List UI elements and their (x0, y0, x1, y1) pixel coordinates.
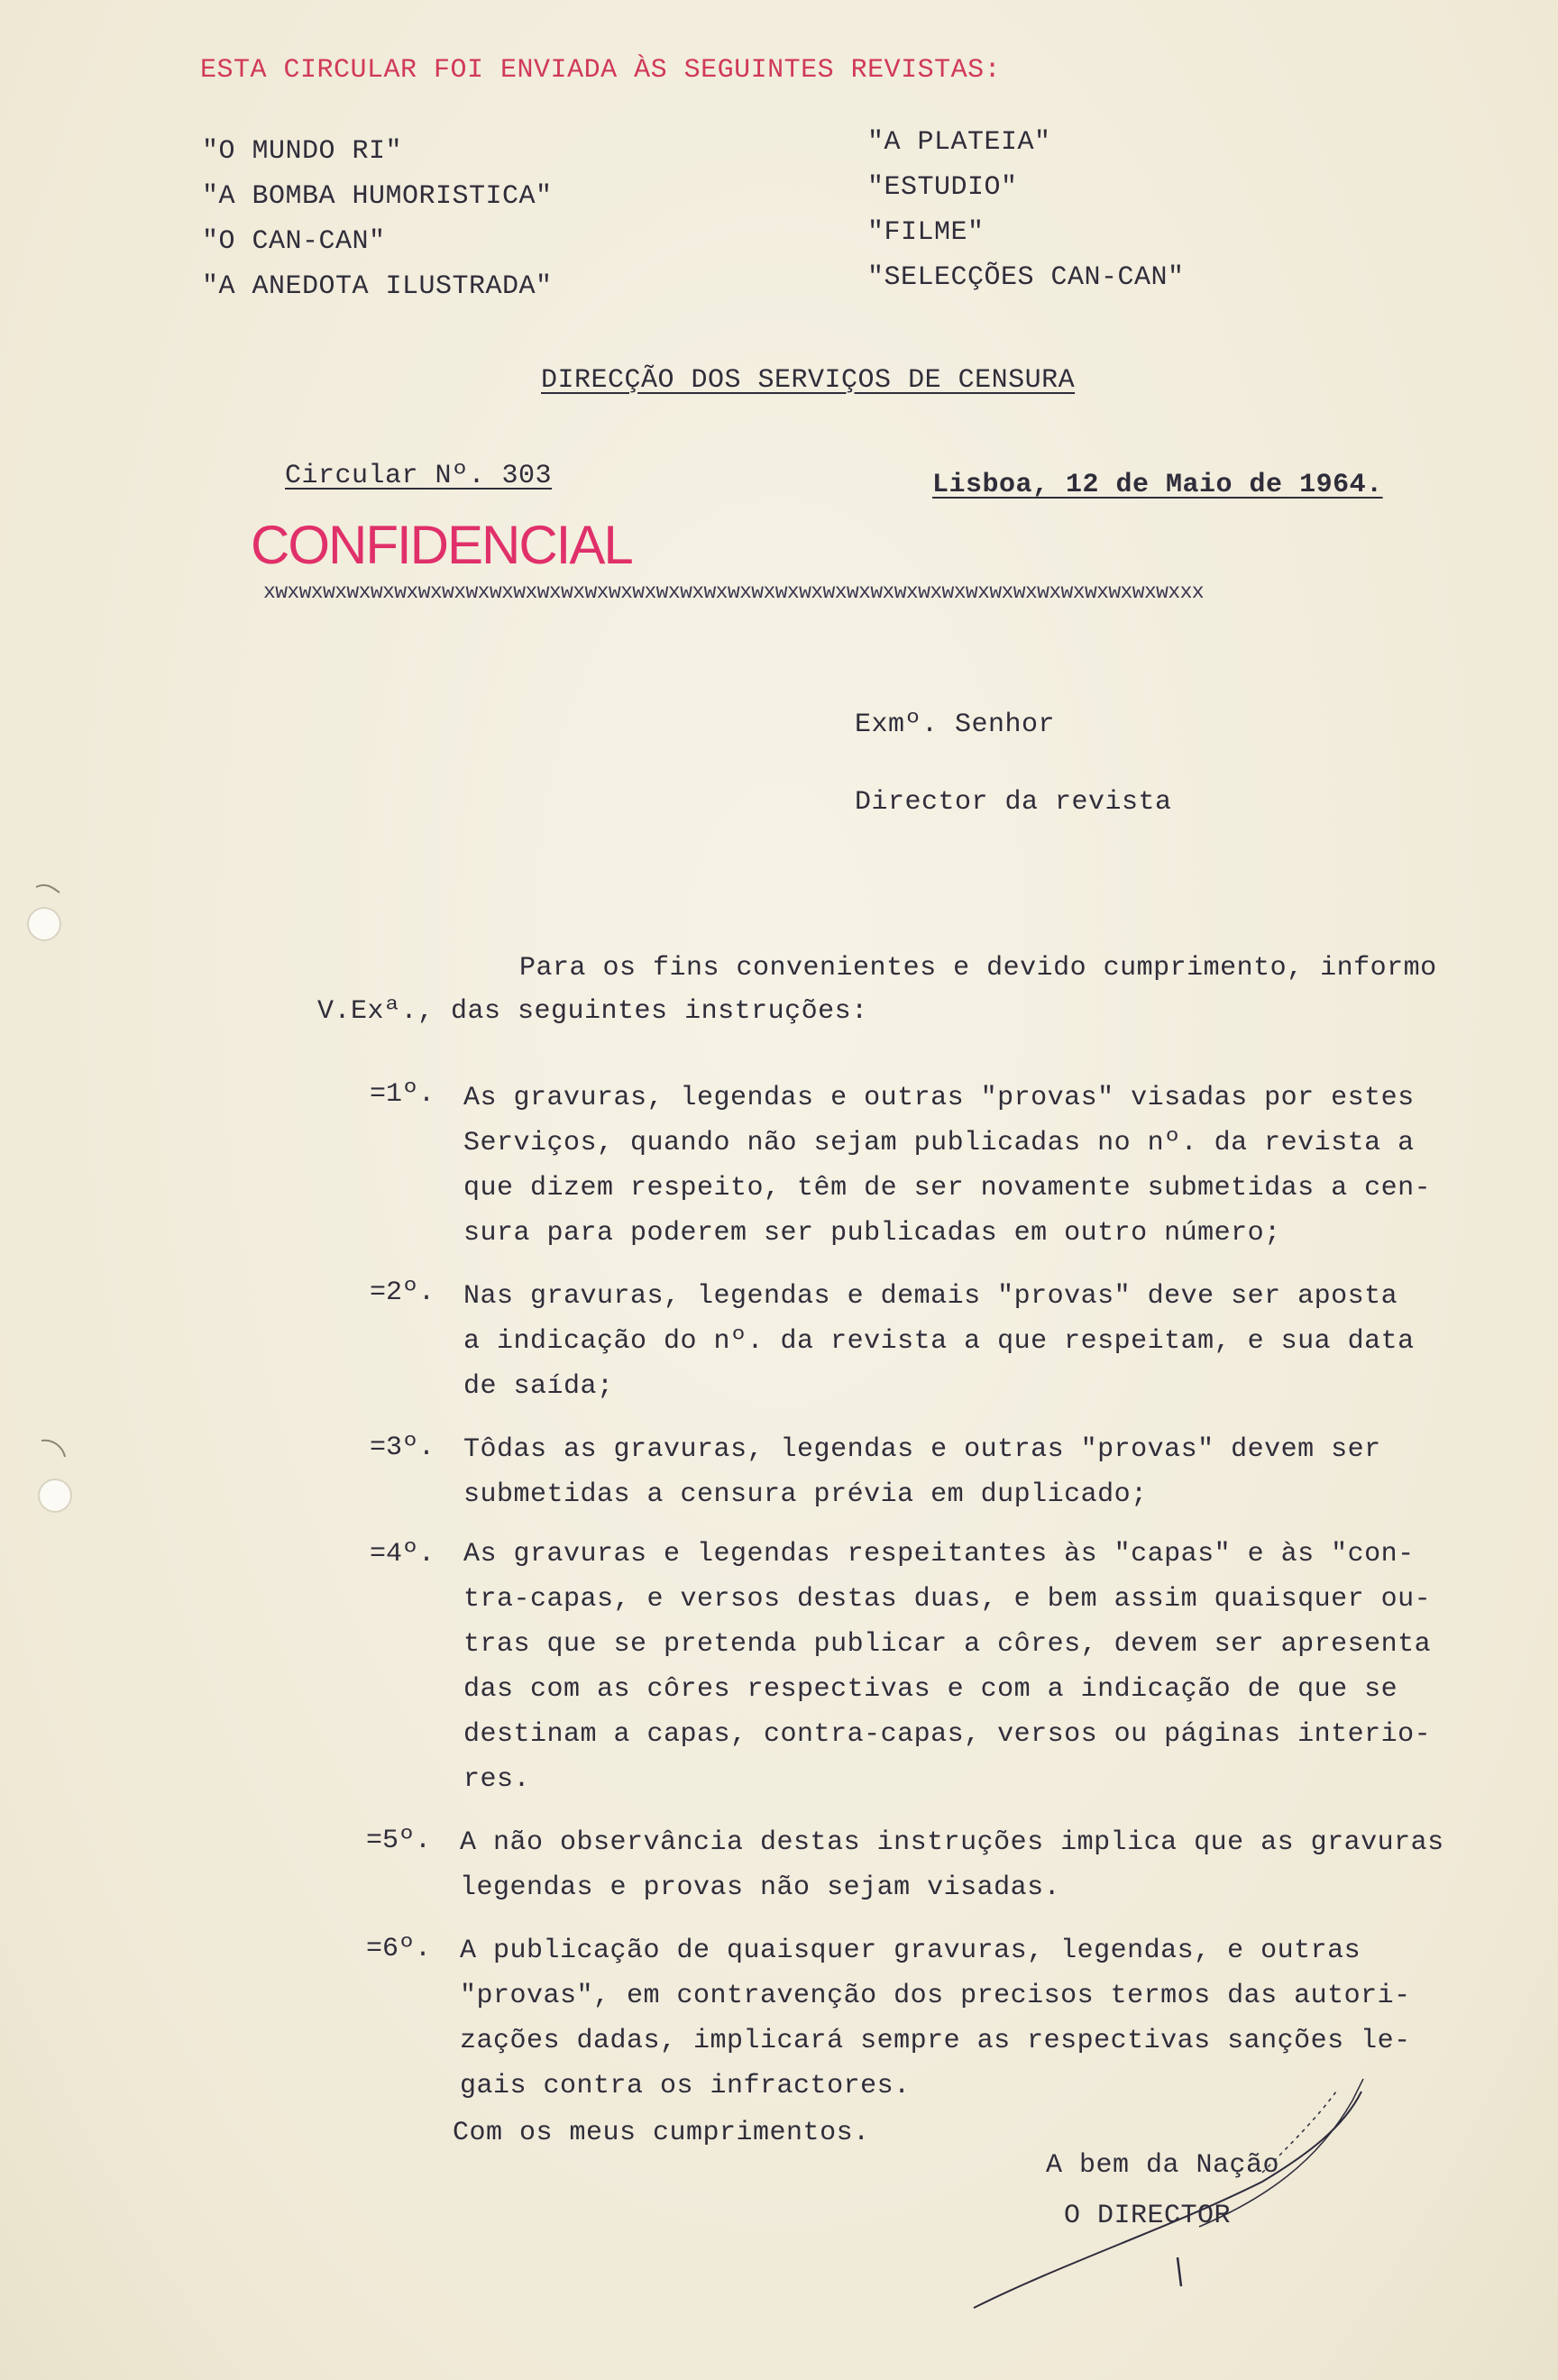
item-line: que dizem respeito, têm de ser novamente submetidas a cen- (463, 1173, 1432, 1204)
item-line: tra-capas, e versos destas duas, e bem assim quaisquer ou- (463, 1584, 1432, 1615)
item-line: Nas gravuras, legendas e demais "provas" deve ser aposta (463, 1281, 1398, 1312)
item-line: de saída; (463, 1371, 614, 1402)
item-number: =2º. (370, 1277, 435, 1308)
office-heading: DIRECÇÃO DOS SERVIÇOS DE CENSURA (541, 365, 1076, 396)
item-line: Tôdas as gravuras, legendas e outras "provas" devem ser (463, 1434, 1381, 1465)
circular-number: Circular Nº. 303 (285, 461, 553, 491)
item-line: As gravuras, legendas e outras "provas" visadas por estes (463, 1083, 1415, 1113)
magazine-item: "A BOMBA HUMORISTICA" (202, 181, 553, 212)
magazine-item: "A PLATEIA" (867, 127, 1051, 158)
sign-off-line: O DIRECTOR (1064, 2201, 1232, 2231)
item-line: submetidas a censura prévia em duplicado; (463, 1479, 1148, 1510)
item-line: a indicação do nº. da revista a que respeitam, e sua data (463, 1326, 1415, 1357)
item-line: "provas", em contravenção dos precisos termos das autori- (460, 1981, 1411, 2011)
sign-off-line: A bem da Nação (1046, 2150, 1280, 2181)
item-line: As gravuras e legendas respeitantes às "capas" e às "con- (463, 1539, 1415, 1570)
magazine-item: "ESTUDIO" (867, 172, 1018, 203)
item-number: =6º. (366, 1934, 432, 1964)
item-line: Serviços, quando não sejam publicadas no nº. da revista a (463, 1128, 1415, 1158)
item-line: tras que se pretenda publicar a côres, devem ser apresenta (463, 1629, 1432, 1660)
item-line: A não observância destas instruções implica que as gravuras (460, 1827, 1444, 1858)
item-line: A publicação de quaisquer gravuras, legendas, e outras (460, 1936, 1361, 1966)
salutation-line: Director da revista (855, 787, 1172, 818)
item-number: =4º. (370, 1539, 435, 1570)
magazine-item: "SELECÇÕES CAN-CAN" (867, 262, 1185, 293)
item-line: destinam a capas, contra-capas, versos ou páginas interio- (463, 1719, 1432, 1750)
item-line: das com as côres respectivas e com a indicação de que se (463, 1674, 1398, 1705)
item-line: sura para poderem ser publicadas em outro número; (463, 1218, 1281, 1249)
item-number: =1º. (370, 1079, 435, 1110)
separator-line: xwxwxwxwxwxwxwxwxwxwxwxwxwxwxwxwxwxwxwxwxwxwxwxwxwxwxwxwxwxwxwxwxwxwxwxwxwxwxxx (263, 581, 1204, 604)
item-line: zações dadas, implicará sempre as respectivas sanções le- (460, 2026, 1411, 2056)
magazine-item: "O CAN-CAN" (202, 226, 386, 257)
magazine-item: "FILME" (867, 217, 985, 248)
magazine-item: "A ANEDOTA ILUSTRADA" (202, 271, 553, 302)
item-line: gais contra os infractores. (460, 2071, 911, 2101)
item-number: =3º. (370, 1433, 435, 1463)
distribution-heading: ESTA CIRCULAR FOI ENVIADA ÀS SEGUINTES REVISTAS: (200, 55, 1002, 86)
magazine-item: "O MUNDO RI" (202, 136, 403, 167)
intro-line: V.Exª., das seguintes instruções: (317, 996, 868, 1027)
item-number: =5º. (366, 1826, 432, 1856)
item-line: res. (463, 1764, 531, 1795)
intro-line: Para os fins convenientes e devido cumprimento, informo (519, 953, 1437, 984)
confidential-stamp: CONFIDENCIAL (251, 515, 632, 575)
salutation-line: Exmº. Senhor (855, 709, 1056, 740)
place-date: Lisboa, 12 de Maio de 1964. (932, 470, 1383, 500)
closing-line: Com os meus cumprimentos. (453, 2118, 870, 2148)
item-line: legendas e provas não sejam visadas. (460, 1872, 1061, 1903)
